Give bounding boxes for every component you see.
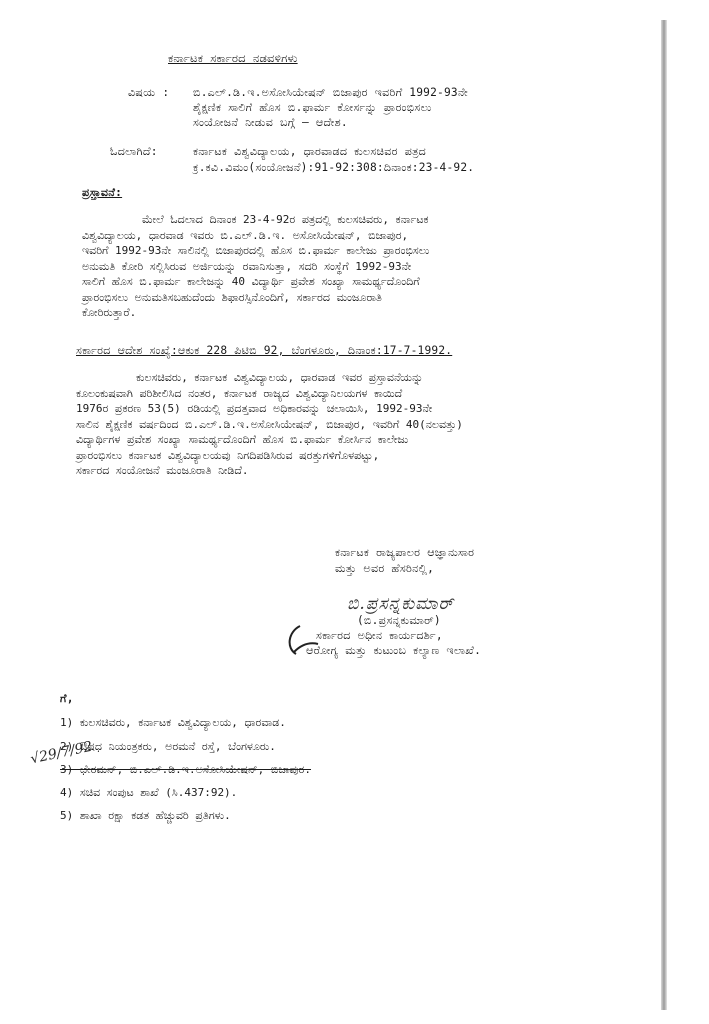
- preamble-line: ಪ್ರಾರಂಭಿಸಲು ಅನುಮತಿಸಬಹುದೆಂದು ಶಿಫಾರಸ್ಸಿನೊಂದಿಗೆ, ಸರ್ಕಾರದ ಮಂಜೂರಾತಿ: [82, 290, 382, 304]
- subject-label: ವಿಷಯ :: [128, 86, 170, 99]
- order-line: ವಿದ್ಯಾರ್ಥಿಗಳ ಪ್ರವೇಶ ಸಂಖ್ಯಾ ಸಾಮರ್ಥ್ಯದೊಂದಿಗೆ ಹೊಸ ಬಿ.ಫಾರ್ಮ ಕೋರ್ಸಿನ ಕಾಲೇಜು: [76, 433, 409, 446]
- signature-text: ಬಿ.ಪ್ರಸನ್ನಕುಮಾರ್: [347, 594, 454, 614]
- order-line: ಕೂಲಂಕುಷವಾಗಿ ಪರಿಶೀಲಿಸಿದ ನಂತರ, ಕರ್ನಾಟಕ ರಾಜ್ಯದ ವಿಶ್ವವಿದ್ಯಾನಿಲಯಗಳ ಕಾಯಿದೆ: [76, 386, 403, 400]
- order-line: ಸಾಲಿನ ಶೈಕ್ಷಣಿಕ ವರ್ಷದಿಂದ ಬಿ.ಎಲ್.ಡಿ.ಇ.ಅಸೋಸಿಯೇಷನ್, ಬಿಜಾಪುರ, ಇವರಿಗೆ 40(ನಲವತ್ತು): [76, 417, 463, 431]
- scan-edge-shadow: [661, 20, 667, 1010]
- preamble-line: ಅನುಮತಿ ಕೋರಿ ಸಲ್ಲಿಸಿರುವ ಅರ್ಜಿಯನ್ನು ರವಾನಿಸುತ್ತಾ, ಸದರಿ ಸಂಸ್ಥೆಗೆ 1992-93ನೇ: [82, 259, 412, 273]
- preamble-line: ಇವರಿಗೆ 1992-93ನೇ ಸಾಲಿನಲ್ಲಿ ಬಿಜಾಪುರದಲ್ಲಿ ಹೊಸ ಬಿ.ಫಾರ್ಮ ಕಾಲೇಜು ಪ್ರಾರಂಭಿಸಲು: [82, 244, 430, 257]
- order-paragraph: [76, 370, 463, 479]
- order-line: ಕುಲಸಚಿವರು, ಕರ್ನಾಟಕ ವಿಶ್ವವಿದ್ಯಾಲಯ, ಧಾರವಾಡ ಇವರ ಪ್ರಸ್ತಾವನೆಯನ್ನು: [136, 371, 424, 384]
- subject-line-3: ಸಂಯೋಜನೆ ನೀಡುವ ಬಗ್ಗೆ — ಆದೇಶ.: [193, 116, 348, 129]
- to-label: ಗೆ,: [60, 692, 74, 705]
- distribution-item: 3) ಛೇರಮನ್, ಬಿ.ಎಲ್.ಡಿ.ಇ.ಅಸೋಸಿಯೇಷನ್, ಬಿಜಾಪುರ.: [60, 763, 311, 776]
- distribution-item: 4) ಸಚಿವ ಸಂಪುಟ ಶಾಖೆ (ಸಿ.437:92).: [60, 786, 238, 799]
- signatory-designation: ಸರ್ಕಾರದ ಅಧೀನ ಕಾರ್ಯದರ್ಶಿ,: [316, 629, 443, 642]
- reference-line-1: ಕರ್ನಾಟಕ ವಿಶ್ವವಿದ್ಯಾಲಯ, ಧಾರವಾಡದ ಕುಲಸಚಿವರ ಪತ್ರದ: [193, 145, 427, 158]
- preamble-line: ಕೋರಿರುತ್ತಾರೆ.: [82, 306, 137, 319]
- preamble-line: ವಿಶ್ವವಿದ್ಯಾಲಯ, ಧಾರವಾಡ ಇವರು ಬಿ.ಎಲ್.ಡಿ.ಇ. ಅಸೋಸಿಯೇಷನ್, ಬಿಜಾಪುರ,: [82, 228, 409, 242]
- preamble-line: ಮೇಲೆ ಓದಲಾದ ದಿನಾಂಕ 23-4-92ರ ಪತ್ರದಲ್ಲಿ ಕುಲಸಚಿವರು, ಕರ್ನಾಟಕ: [142, 213, 429, 226]
- order-line: ಪ್ರಾರಂಭಿಸಲು ಕರ್ನಾಟಕ ವಿಶ್ವವಿದ್ಯಾಲಯವು ನಿಗದಿಪಡಿಸಿರುವ ಷರತ್ತುಗಳಿಗೊಳಪಟ್ಟು,: [76, 448, 380, 462]
- order-line: 1976ರ ಪ್ರಕರಣ 53(5) ರಡಿಯಲ್ಲಿ ಪ್ರದತ್ತವಾದ ಅಧಿಕಾರವನ್ನು ಚಲಾಯಿಸಿ, 1992-93ನೇ: [76, 402, 433, 415]
- subject-line-2: ಶೈಕ್ಷಣಿಕ ಸಾಲಿಗೆ ಹೊಸ ಬಿ.ಫಾರ್ಮ ಕೋರ್ಸನ್ನು ಪ್ರಾರಂಭಿಸಲು: [193, 101, 432, 114]
- reference-line-2: ಕ್ರ.ಕವಿ.ವಿಮಂ(ಸಂಯೋಜನೆ):91-92:308:ದಿನಾಂಕ:23-4-92.: [193, 161, 475, 174]
- distribution-item: 2) ಔಷಧ ನಿಯಂತ್ರಕರು, ಅರಮನೆ ರಸ್ತೆ, ಬೆಂಗಳೂರು.: [60, 740, 276, 753]
- distribution-item: 1) ಕುಲಸಚಿವರು, ಕರ್ನಾಟಕ ವಿಶ್ವವಿದ್ಯಾಲಯ, ಧಾರವಾಡ.: [60, 716, 286, 729]
- preamble-paragraph: [82, 212, 429, 321]
- signatory-name: (ಬಿ.ಪ್ರಸನ್ನಕುಮಾರ್): [357, 614, 441, 627]
- preamble-heading: ಪ್ರಸ್ತಾವನೆ:: [82, 186, 123, 199]
- signatory-department: ಆರೋಗ್ಯ ಮತ್ತು ಕುಟುಂಬ ಕಲ್ಯಾಣ ಇಲಾಖೆ.: [306, 644, 482, 657]
- distribution-item: 5) ಶಾಖಾ ರಕ್ಷಾ ಕಡತ ಹೆಚ್ಚುವರಿ ಪ್ರತಿಗಳು.: [60, 809, 231, 822]
- order-heading: ಸರ್ಕಾರದ ಆದೇಶ ಸಂಖ್ಯೆ:ಆಕುಕ 228 ಪಿಟಿಬಿ 92, ಬೆಂಗಳೂರು, ದಿನಾಂಕ:17-7-1992.: [76, 344, 453, 357]
- handwritten-signature: [347, 594, 454, 614]
- closing-line-1: ಕರ್ನಾಟಕ ರಾಜ್ಯಪಾಲರ ಆಜ್ಞಾನುಸಾರ: [335, 546, 475, 559]
- preamble-line: ಸಾಲಿಗೆ ಹೊಸ ಬಿ.ಫಾರ್ಮ ಕಾಲೇಜನ್ನು 40 ವಿದ್ಯಾರ್ಥಿ ಪ್ರವೇಶ ಸಂಖ್ಯಾ ಸಾಮರ್ಥ್ಯದೊಂದಿಗೆ: [82, 275, 420, 288]
- closing-line-2: ಮತ್ತು ಅವರ ಹೆಸರಿನಲ್ಲಿ,: [335, 562, 435, 575]
- document-title: ಕರ್ನಾಟಕ ಸರ್ಕಾರದ ನಡವಳಿಗಳು: [168, 51, 298, 65]
- subject-line-1: ಬಿ.ಎಲ್.ಡಿ.ಇ.ಅಸೋಸಿಯೇಷನ್ ಬಿಜಾಪುರ ಇವರಿಗೆ 1992-93ನೇ: [193, 86, 468, 99]
- order-line: ಸರ್ಕಾರದ ಸಂಯೋಜನೆ ಮಂಜೂರಾತಿ ನೀಡಿದೆ.: [76, 464, 249, 477]
- handwritten-margin-note: √29/7/92: [29, 738, 94, 768]
- reference-label: ಓದಲಾಗಿದೆ:: [110, 145, 158, 158]
